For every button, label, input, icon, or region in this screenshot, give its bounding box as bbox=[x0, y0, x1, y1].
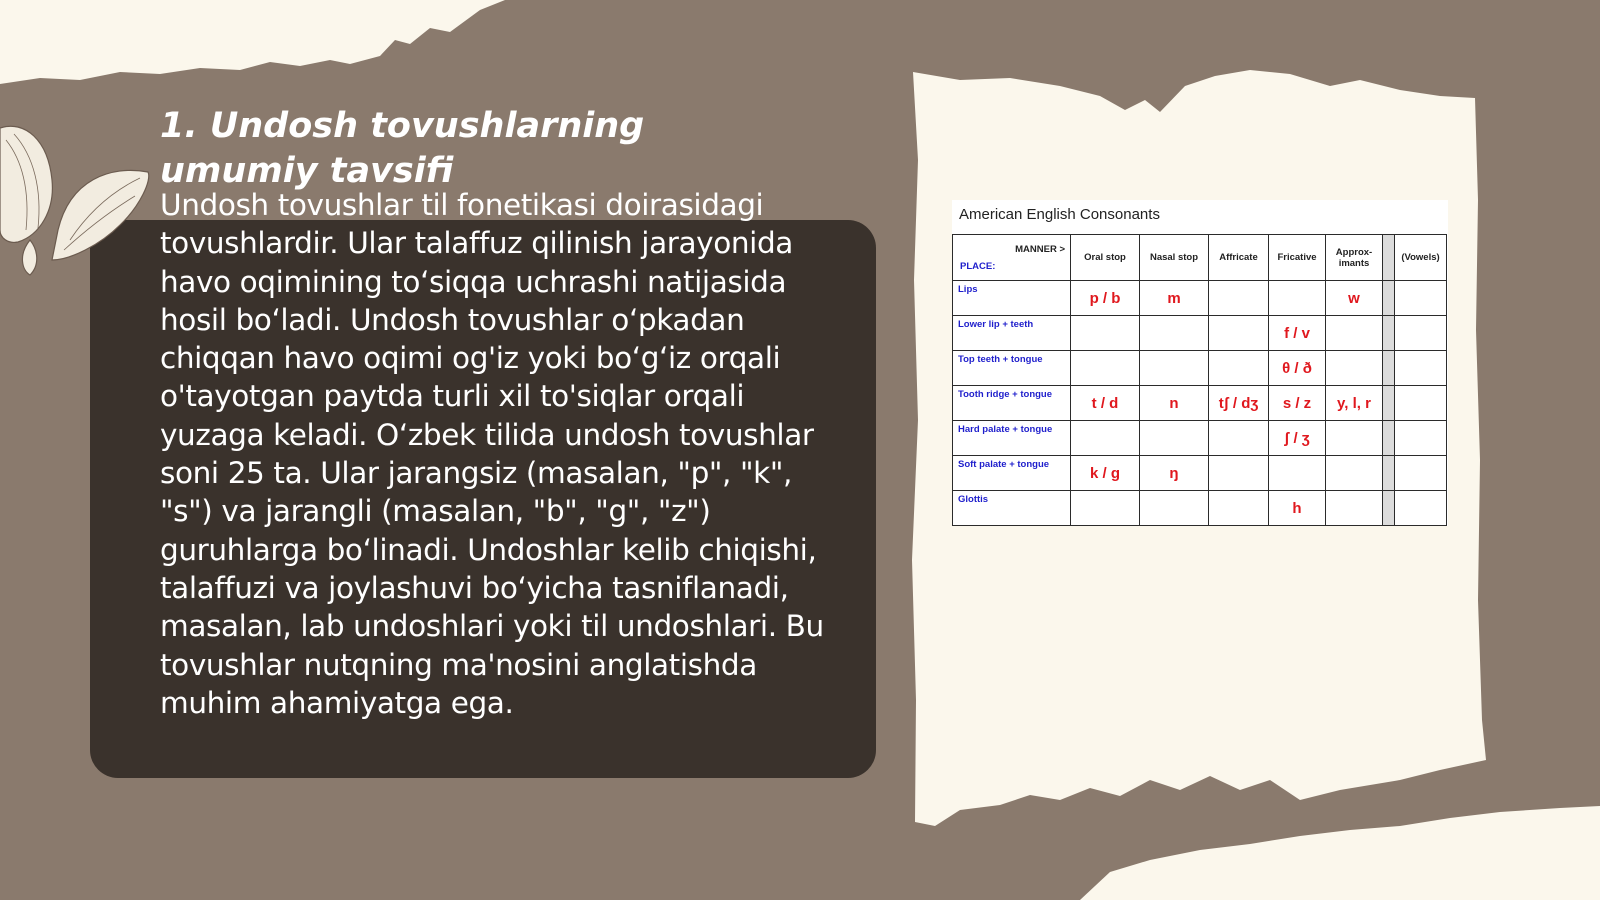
table-row bbox=[953, 351, 1447, 386]
column-divider bbox=[1383, 281, 1395, 316]
sound-cell bbox=[1269, 456, 1326, 491]
chart-caption: American English Consonants bbox=[959, 206, 1160, 223]
sound-cell bbox=[1140, 421, 1209, 456]
sound-cell bbox=[1140, 351, 1209, 386]
consonant-chart bbox=[952, 200, 1448, 526]
table-row bbox=[953, 456, 1447, 491]
place-label: Tooth ridge + tongue bbox=[953, 386, 1071, 421]
table-row bbox=[953, 316, 1447, 351]
place-label: Glottis bbox=[953, 491, 1071, 526]
column-divider bbox=[1383, 351, 1395, 386]
sound-cell: y, l, r bbox=[1326, 386, 1383, 421]
table-corner-cell bbox=[953, 235, 1071, 281]
sound-cell bbox=[1395, 421, 1447, 456]
sound-cell bbox=[1395, 351, 1447, 386]
column-divider bbox=[1383, 316, 1395, 351]
sound-cell bbox=[1326, 316, 1383, 351]
column-header: Fricative bbox=[1269, 235, 1326, 281]
table-row bbox=[953, 386, 1447, 421]
sound-cell: ŋ bbox=[1140, 456, 1209, 491]
sound-cell bbox=[1395, 386, 1447, 421]
sound-cell bbox=[1395, 281, 1447, 316]
sound-cell bbox=[1326, 491, 1383, 526]
sound-cell bbox=[1140, 316, 1209, 351]
sound-cell bbox=[1140, 491, 1209, 526]
corner-manner-label: MANNER > bbox=[1015, 243, 1065, 255]
column-header: Oral stop bbox=[1071, 235, 1140, 281]
sound-cell bbox=[1395, 491, 1447, 526]
sound-cell: t / d bbox=[1071, 386, 1140, 421]
place-label: Lower lip + teeth bbox=[953, 316, 1071, 351]
column-divider bbox=[1383, 421, 1395, 456]
sound-cell: m bbox=[1140, 281, 1209, 316]
sound-cell bbox=[1209, 421, 1269, 456]
column-divider bbox=[1383, 386, 1395, 421]
sound-cell: h bbox=[1269, 491, 1326, 526]
table-row bbox=[953, 491, 1447, 526]
sound-cell: s / z bbox=[1269, 386, 1326, 421]
sound-cell bbox=[1395, 456, 1447, 491]
sound-cell bbox=[1326, 456, 1383, 491]
bottom-right-paper-scrap bbox=[1080, 806, 1600, 900]
sound-cell bbox=[1209, 316, 1269, 351]
body-text: Undosh tovushlar til fonetikasi doirasidagi tovushlardir. Ular talaffuz qilinish jarayonida havo oqimining to‘siqqa uchrashi natijasida hosil bo‘ladi. Undosh tovushlar o‘pkadan chiqqan havo oqimi og'iz yoki bo‘g‘iz orqali o'tayotgan paytda turli xil to'siqlar orqali yuzaga keladi. O‘zbek tilida undosh tovushlar soni 25 ta. Ular jarangsiz (masalan, "p", "k", "s") va jarangli (masalan, "b", "g", "z") guruhlarga bo‘linadi. Undoshlar kelib chiqishi, talaffuzi va joylashuvi bo‘yicha tasniflanadi, masalan, lab undoshlari yoki til undoshlari. Bu tovushlar nutqning ma'nosini anglatishda muhim ahamiyatga ega. bbox=[160, 188, 824, 720]
sound-cell bbox=[1209, 351, 1269, 386]
top-left-paper-scrap bbox=[0, 0, 505, 84]
column-header: (Vowels) bbox=[1395, 235, 1447, 281]
butterfly-icon bbox=[0, 110, 160, 280]
place-label: Soft palate + tongue bbox=[953, 456, 1071, 491]
column-divider bbox=[1383, 235, 1395, 281]
sound-cell bbox=[1209, 281, 1269, 316]
sound-cell bbox=[1071, 421, 1140, 456]
column-divider bbox=[1383, 491, 1395, 526]
place-label: Hard palate + tongue bbox=[953, 421, 1071, 456]
slide-title: 1. Undosh tovushlarning umumiy tavsifi bbox=[160, 106, 645, 191]
place-label: Top teeth + tongue bbox=[953, 351, 1071, 386]
sound-cell: n bbox=[1140, 386, 1209, 421]
sound-cell bbox=[1071, 351, 1140, 386]
sound-cell bbox=[1326, 351, 1383, 386]
column-header: Approx-imants bbox=[1326, 235, 1383, 281]
table-row bbox=[953, 281, 1447, 316]
column-header: Affricate bbox=[1209, 235, 1269, 281]
sound-cell: ʃ / ʒ bbox=[1269, 421, 1326, 456]
sound-cell: k / g bbox=[1071, 456, 1140, 491]
sound-cell: w bbox=[1326, 281, 1383, 316]
sound-cell bbox=[1269, 281, 1326, 316]
sound-cell: f / v bbox=[1269, 316, 1326, 351]
sound-cell bbox=[1395, 316, 1447, 351]
consonant-table bbox=[952, 234, 1447, 526]
sound-cell bbox=[1071, 316, 1140, 351]
sound-cell bbox=[1209, 456, 1269, 491]
place-label: Lips bbox=[953, 281, 1071, 316]
corner-place-label: PLACE: bbox=[960, 260, 996, 272]
sound-cell bbox=[1326, 421, 1383, 456]
sound-cell: tʃ / dʒ bbox=[1209, 386, 1269, 421]
sound-cell bbox=[1209, 491, 1269, 526]
table-header-row bbox=[953, 235, 1447, 281]
column-header: Nasal stop bbox=[1140, 235, 1209, 281]
sound-cell: θ / ð bbox=[1269, 351, 1326, 386]
table-row bbox=[953, 421, 1447, 456]
column-divider bbox=[1383, 456, 1395, 491]
sound-cell: p / b bbox=[1071, 281, 1140, 316]
sound-cell bbox=[1071, 491, 1140, 526]
